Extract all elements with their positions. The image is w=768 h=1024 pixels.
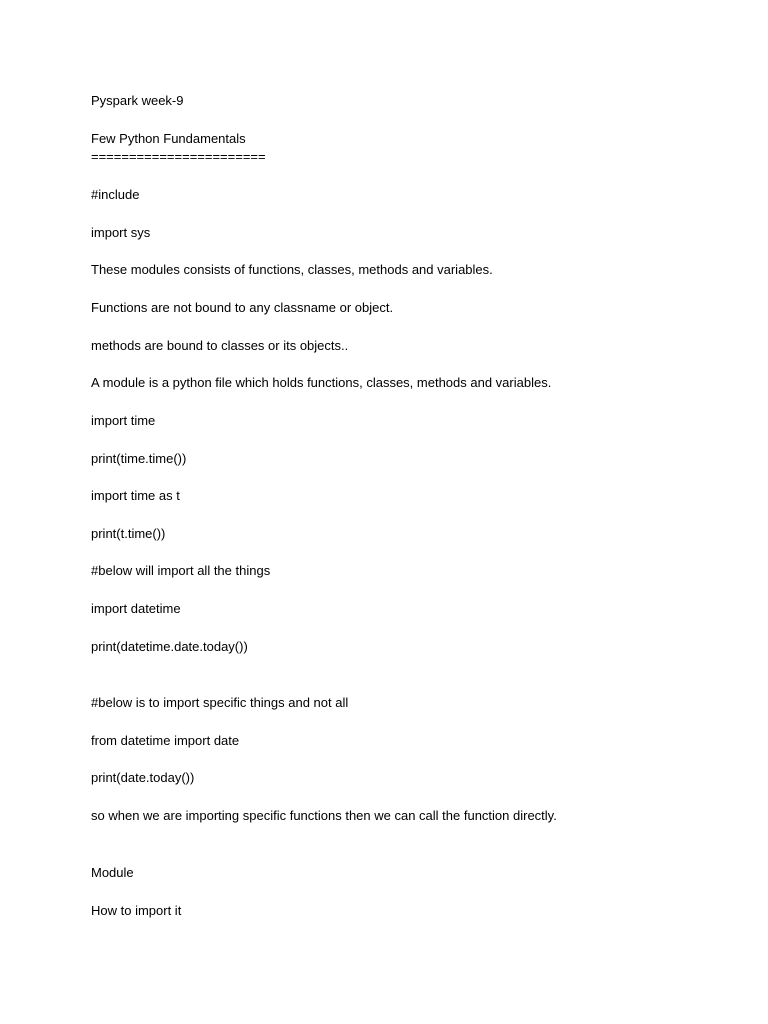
code-line: print(t.time()) xyxy=(91,526,166,541)
document-title: Pyspark week-9 xyxy=(91,93,184,108)
text-line: methods are bound to classes or its objects.. xyxy=(91,338,349,353)
code-line: import time as t xyxy=(91,488,180,503)
text-line: Functions are not bound to any classname or object. xyxy=(91,300,394,315)
code-line-import-sys: import sys xyxy=(91,225,151,240)
code-line: import time xyxy=(91,413,156,428)
comment-line: #below is to import specific things and not all xyxy=(91,695,349,710)
code-line-include: #include xyxy=(91,187,140,202)
code-line: print(date.today()) xyxy=(91,770,195,785)
heading-underline: ======================= xyxy=(91,149,266,164)
code-line: print(datetime.date.today()) xyxy=(91,639,248,654)
section-heading: Few Python Fundamentals xyxy=(91,131,246,146)
text-line: These modules consists of functions, classes, methods and variables. xyxy=(91,262,493,277)
text-line: A module is a python file which holds functions, classes, methods and variables. xyxy=(91,375,552,390)
comment-line: #below will import all the things xyxy=(91,563,271,578)
code-line: print(time.time()) xyxy=(91,451,187,466)
text-line: How to import it xyxy=(91,903,182,918)
section-label-module: Module xyxy=(91,865,134,880)
text-line: so when we are importing specific functions then we can call the function directly. xyxy=(91,808,557,823)
code-line: import datetime xyxy=(91,601,181,616)
code-line: from datetime import date xyxy=(91,733,240,748)
